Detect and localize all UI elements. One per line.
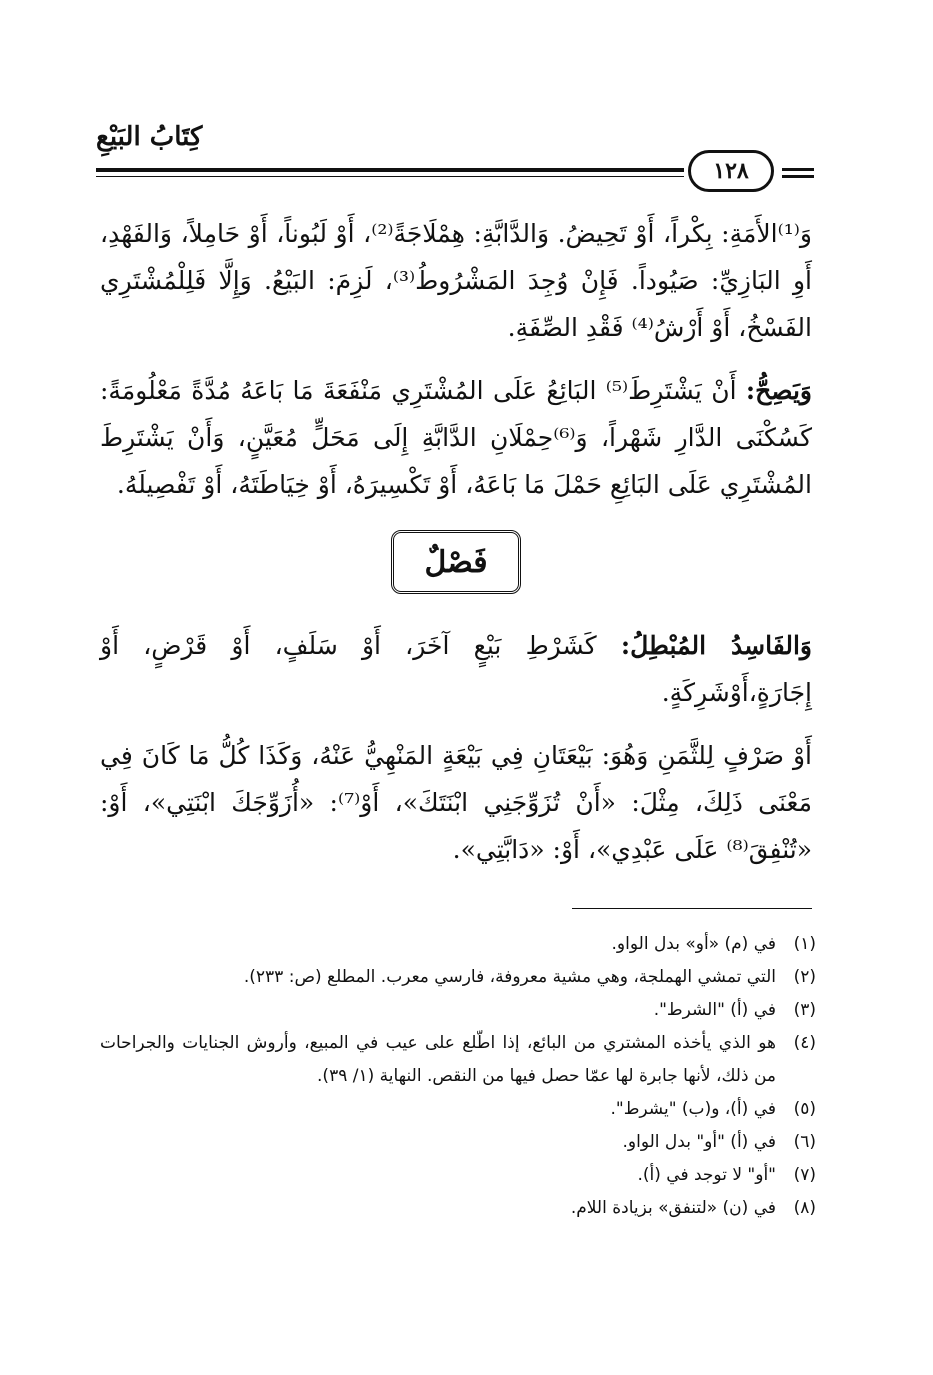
page-header: [96, 118, 816, 198]
footnote: [100, 928, 816, 961]
footnote-number: (٣): [793, 1000, 816, 1020]
footnote: [100, 1027, 816, 1093]
main-text: [100, 210, 812, 889]
footnote-number: (٦): [793, 1132, 816, 1152]
footnote-text: في (ن) «لتنفق» بزيادة اللام.: [570, 1198, 776, 1218]
footnote-number: (٨): [793, 1198, 816, 1218]
paragraph-2: [100, 367, 812, 508]
footnote-number: (١): [793, 934, 816, 954]
running-title: كِتَابُ البَيْعِ: [96, 122, 203, 152]
footnote-text: هو الذي يأخذه المشتري من البائع، إذا اطّلع على عيب في المبيع، وأروش الجنايات والجراحات من ذلك، لأنها جابرة لها عمّا حصل فيها من النقص. النهاية (١/ ٣٩).: [100, 1033, 776, 1086]
footnote: [100, 1093, 816, 1126]
paragraph-2-text: أَنْ يَشْتَرِطَ⁽⁵⁾ البَائِعُ عَلَى المُشْتَرِي مَنْفَعَةَ مَا بَاعَهُ مُدَّةً مَعْلُومَةً: كَسُكْنَى الدَّارِ شَهْراً، وَ⁽⁶⁾حِمْلَانِ الدَّابَّةِ إِلَى مَحَلٍّ مُعَيَّنٍ، وَأَنْ يَشْتَرِطَ المُشْتَرِي عَلَى البَائِعِ حَمْلَ مَا بَاعَهُ، أَوْ تَكْسِيرَهُ، أَوْ خِيَاطَتَهُ، أَوْ تَفْصِيلَهُ.: [100, 376, 812, 499]
footnote-text: في (أ)، و(ب) "يشرط".: [610, 1099, 776, 1119]
header-ornament-2: [782, 175, 814, 178]
footnote-text: "أو" لا توجد في (أ).: [637, 1165, 776, 1185]
header-rule: [96, 168, 684, 172]
paragraph-3-text: كَشَرْطِ بَيْعٍ آخَرَ، أَوْ سَلَفٍ، أَوْ قَرْضٍ، أَوْ إِجَارَةٍ،أَوْشَرِكَةٍ.: [100, 631, 812, 707]
footnote-text: في (أ) "أو" بدل الواو.: [622, 1132, 776, 1152]
footnote: [100, 961, 816, 994]
footnotes: [100, 928, 816, 1225]
footnote: [100, 1192, 816, 1225]
footnote-text: في (أ) "الشرط".: [653, 1000, 776, 1020]
footnote: [100, 1159, 816, 1192]
paragraph-4: أَوْ صَرْفٍ لِلثَّمَنِ وَهُوَ: بَيْعَتَانِ فِي بَيْعَةٍ المَنْهِيُّ عَنْهُ، وَكَذَا كُلُّ مَا كَانَ فِي مَعْنَى ذَلِكَ، مِثْلَ: «أَنْ تُزَوِّجَنِي ابْنَتَكَ»، أَوْ⁽⁷⁾: «أُزَوِّجَكَ ابْنَتِي»، أَوْ: «تُنْفِقَ⁽⁸⁾ عَلَى عَبْدِي»، أَوْ: «دَابَّتِي».: [100, 741, 812, 864]
footnote-number: (٤): [793, 1033, 816, 1053]
footnote-number: (٧): [793, 1165, 816, 1185]
footnote-divider: [572, 908, 812, 909]
header-rule-thin: [96, 176, 684, 177]
section-title-box: فَصْلٌ: [391, 530, 521, 594]
term-yasihhu: وَيَصِحُّ:: [745, 376, 812, 405]
footnote-text: في (م) «أو» بدل الواو.: [611, 934, 776, 954]
page-number: ١٢٨: [688, 150, 774, 192]
footnote-number: (٥): [793, 1099, 816, 1119]
term-fasid: وَالفَاسِدُ المُبْطِلُ:: [620, 631, 813, 660]
footnote: [100, 994, 816, 1027]
footnote-text: التي تمشي الهملجة، وهي مشية معروفة، فارسي معرب. المطلع (ص: ٢٣٣).: [243, 967, 776, 987]
header-ornament: [782, 168, 814, 171]
footnote-number: (٢): [793, 967, 816, 987]
paragraph-1: وَ⁽¹⁾الأَمَةِ: بِكْراً، أَوْ تَحِيضُ. وَالدَّابَّةِ: هِمْلَاجَةً⁽²⁾، أَوْ لَبُوناً، أَوْ حَامِلاً، وَالفَهْدِ، أَوِ البَازِيِّ: صَيُوداً. فَإِنْ وُجِدَ المَشْرُوطُ⁽³⁾، لَزِمَ: البَيْعُ. وَإِلَّا فَلِلْمُشْتَرِي الفَسْخُ، أَوْ أَرْشُ⁽⁴⁾ فَقْدِ الصِّفَةِ.: [100, 219, 813, 342]
section-heading: [100, 530, 812, 594]
paragraph-3: [100, 622, 812, 716]
footnote: [100, 1126, 816, 1159]
